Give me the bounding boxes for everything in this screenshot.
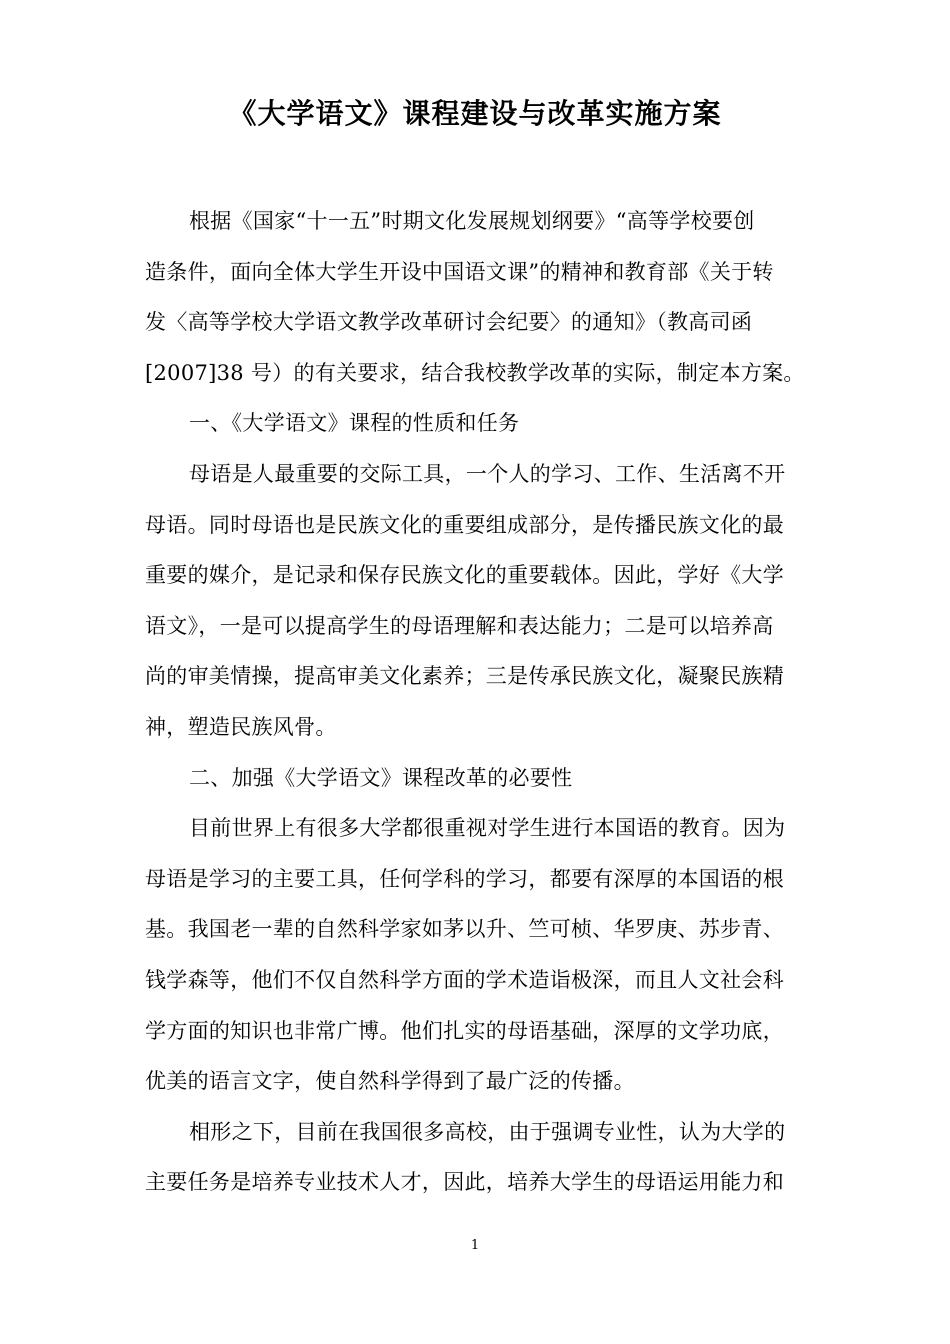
paragraph-line: 造条件，面向全体大学生开设中国语文课”的精神和教育部《关于转 <box>145 259 774 284</box>
section-heading: 二、加强《大学语文》课程改革的必要性 <box>189 765 573 790</box>
paragraph-line: 相形之下，目前在我国很多高校，由于强调专业性，认为大学的 <box>189 1119 786 1144</box>
document-title: 《大学语文》课程建设与改革实施方案 <box>228 97 722 130</box>
paragraph-line: [2007]38 号）的有关要求，结合我校教学改革的实际，制定本方案。 <box>145 360 805 385</box>
paragraph-line: 语文》，一是可以提高学生的母语理解和表达能力；二是可以培养高 <box>145 613 774 638</box>
paragraph-line: 重要的媒介，是记录和保存民族文化的重要载体。因此，学好《大学 <box>145 563 784 588</box>
paragraph-line: 母语是人最重要的交际工具，一个人的学习、工作、生活离不开 <box>189 461 786 486</box>
paragraph-line: 学方面的知识也非常广博。他们扎实的母语基础，深厚的文学功底， <box>145 1018 784 1043</box>
paragraph-line: 根据《国家“十一五”时期文化发展规划纲要》“高等学校要创 <box>189 209 755 233</box>
paragraph-line: 钱学森等，他们不仅自然科学方面的学术造诣极深，而且人文社会科 <box>145 967 784 992</box>
section-heading: 一、《大学语文》课程的性质和任务 <box>189 411 520 436</box>
paragraph-line: 母语。同时母语也是民族文化的重要组成部分，是传播民族文化的最 <box>145 512 784 537</box>
paragraph-line: 优美的语言文字，使自然科学得到了最广泛的传播。 <box>145 1069 635 1094</box>
paragraph-line: 尚的审美情操，提高审美文化素养；三是传承民族文化，凝聚民族精 <box>145 664 784 689</box>
paragraph-line: 母语是学习的主要工具，任何学科的学习，都要有深厚的本国语的根 <box>145 866 784 891</box>
paragraph-line: 基。我国老一辈的自然科学家如茅以升、竺可桢、华罗庚、苏步青、 <box>145 917 784 942</box>
page-number: 1 <box>470 1238 480 1253</box>
paragraph-line: 目前世界上有很多大学都很重视对学生进行本国语的教育。因为 <box>189 816 786 841</box>
document-body <box>145 196 825 1208</box>
paragraph-line: 发〈高等学校大学语文教学改革研讨会纪要〉的通知》（教高司函 <box>145 310 753 335</box>
paragraph-line: 神，塑造民族风骨。 <box>145 714 337 739</box>
paragraph-line: 主要任务是培养专业技术人才，因此，培养大学生的母语运用能力和 <box>145 1170 784 1195</box>
